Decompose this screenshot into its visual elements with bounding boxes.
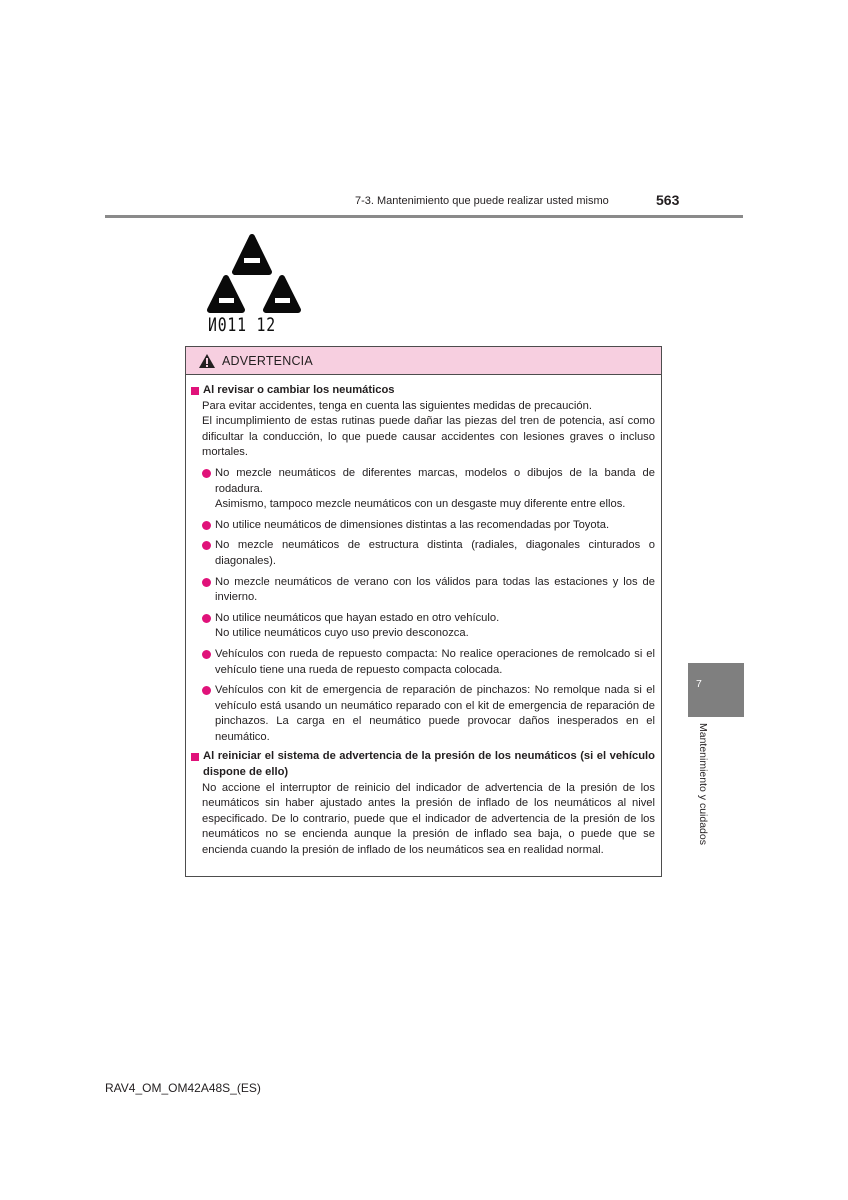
chapter-number: 7 [696, 678, 702, 690]
dot-bullet-icon [202, 521, 211, 530]
list-item: No mezcle neumáticos de diferentes marcas, modelos o dibujos de la banda de rodadura. Asimismo, tampoco mezcle neumáticos con un desgaste muy diferente entre ellos. [190, 466, 655, 513]
warning-header [186, 347, 661, 375]
page-number: 563 [656, 192, 680, 208]
paragraph: Para evitar accidentes, tenga en cuenta las siguientes medidas de precaución. [202, 399, 592, 412]
list-item: No mezcle neumáticos de verano con los válidos para todas las estaciones y los de invierno. [190, 575, 655, 606]
list-item: Vehículos con kit de emergencia de reparación de pinchazos: No remolque nada si el vehículo está usando un neumático reparado con el kit de emergencia de reparación de pinchazos. La carga en el neumático puede provocar daños inesperados en el neumático. [190, 683, 655, 745]
footer-code: RAV4_OM_OM42A48S_(ES) [105, 1081, 261, 1095]
paragraph: No accione el interruptor de reinicio del indicador de advertencia de la presión de los neumáticos sin haber ajustado antes la presión de inflado de los neumáticos al nivel especificado. De lo contrario, puede que el indicador de advertencia de la presión de los neumáticos no se encienda aunque la presión de inflado sea baja, o puede que se encienda cuando la presión de inflado de los neumáticos sea en realidad normal. [202, 781, 655, 857]
warning-title: ADVERTENCIA [222, 353, 313, 368]
section-title: 7-3. Mantenimiento que puede realizar usted mismo [355, 195, 609, 207]
dot-bullet-icon [202, 541, 211, 550]
header-divider [105, 215, 743, 218]
dot-bullet-icon [202, 614, 211, 623]
warning-box [185, 346, 662, 877]
dot-bullet-icon [202, 578, 211, 587]
dot-bullet-icon [202, 650, 211, 659]
dot-bullet-icon [202, 686, 211, 695]
dot-bullet-icon [202, 469, 211, 478]
chapter-label: Mantenimiento y cuidados [697, 723, 709, 845]
square-bullet-icon [191, 387, 199, 395]
warning-body [190, 383, 655, 859]
chapter-tab [688, 663, 744, 717]
square-bullet-icon [191, 753, 199, 761]
paragraph: El incumplimiento de estas rutinas puede dañar las piezas del tren de potencia, así como dificultar la conducción, lo que puede causar accidentes con lesiones graves o incluso mortales. [202, 415, 655, 459]
warning-triangle-icon [198, 353, 216, 369]
list-item: No utilice neumáticos de dimensiones distintas a las recomendadas por Toyota. [190, 518, 655, 534]
list-item: No mezcle neumáticos de estructura distinta (radiales, diagonales cinturados o diagonales). [190, 538, 655, 569]
figure-code: И011 12 [208, 314, 276, 336]
list-item: Vehículos con rueda de repuesto compacta: No realice operaciones de remolcado si el vehículo tiene una rueda de repuesto compacta colocada. [190, 647, 655, 678]
section-heading: Al revisar o cambiar los neumáticos [190, 383, 655, 399]
list-item: No utilice neumáticos que hayan estado en otro vehículo. No utilice neumáticos cuyo uso previo desconozca. [190, 611, 655, 642]
section-heading: Al reiniciar el sistema de advertencia de la presión de los neumáticos (si el vehículo dispone de ello) [190, 749, 655, 780]
